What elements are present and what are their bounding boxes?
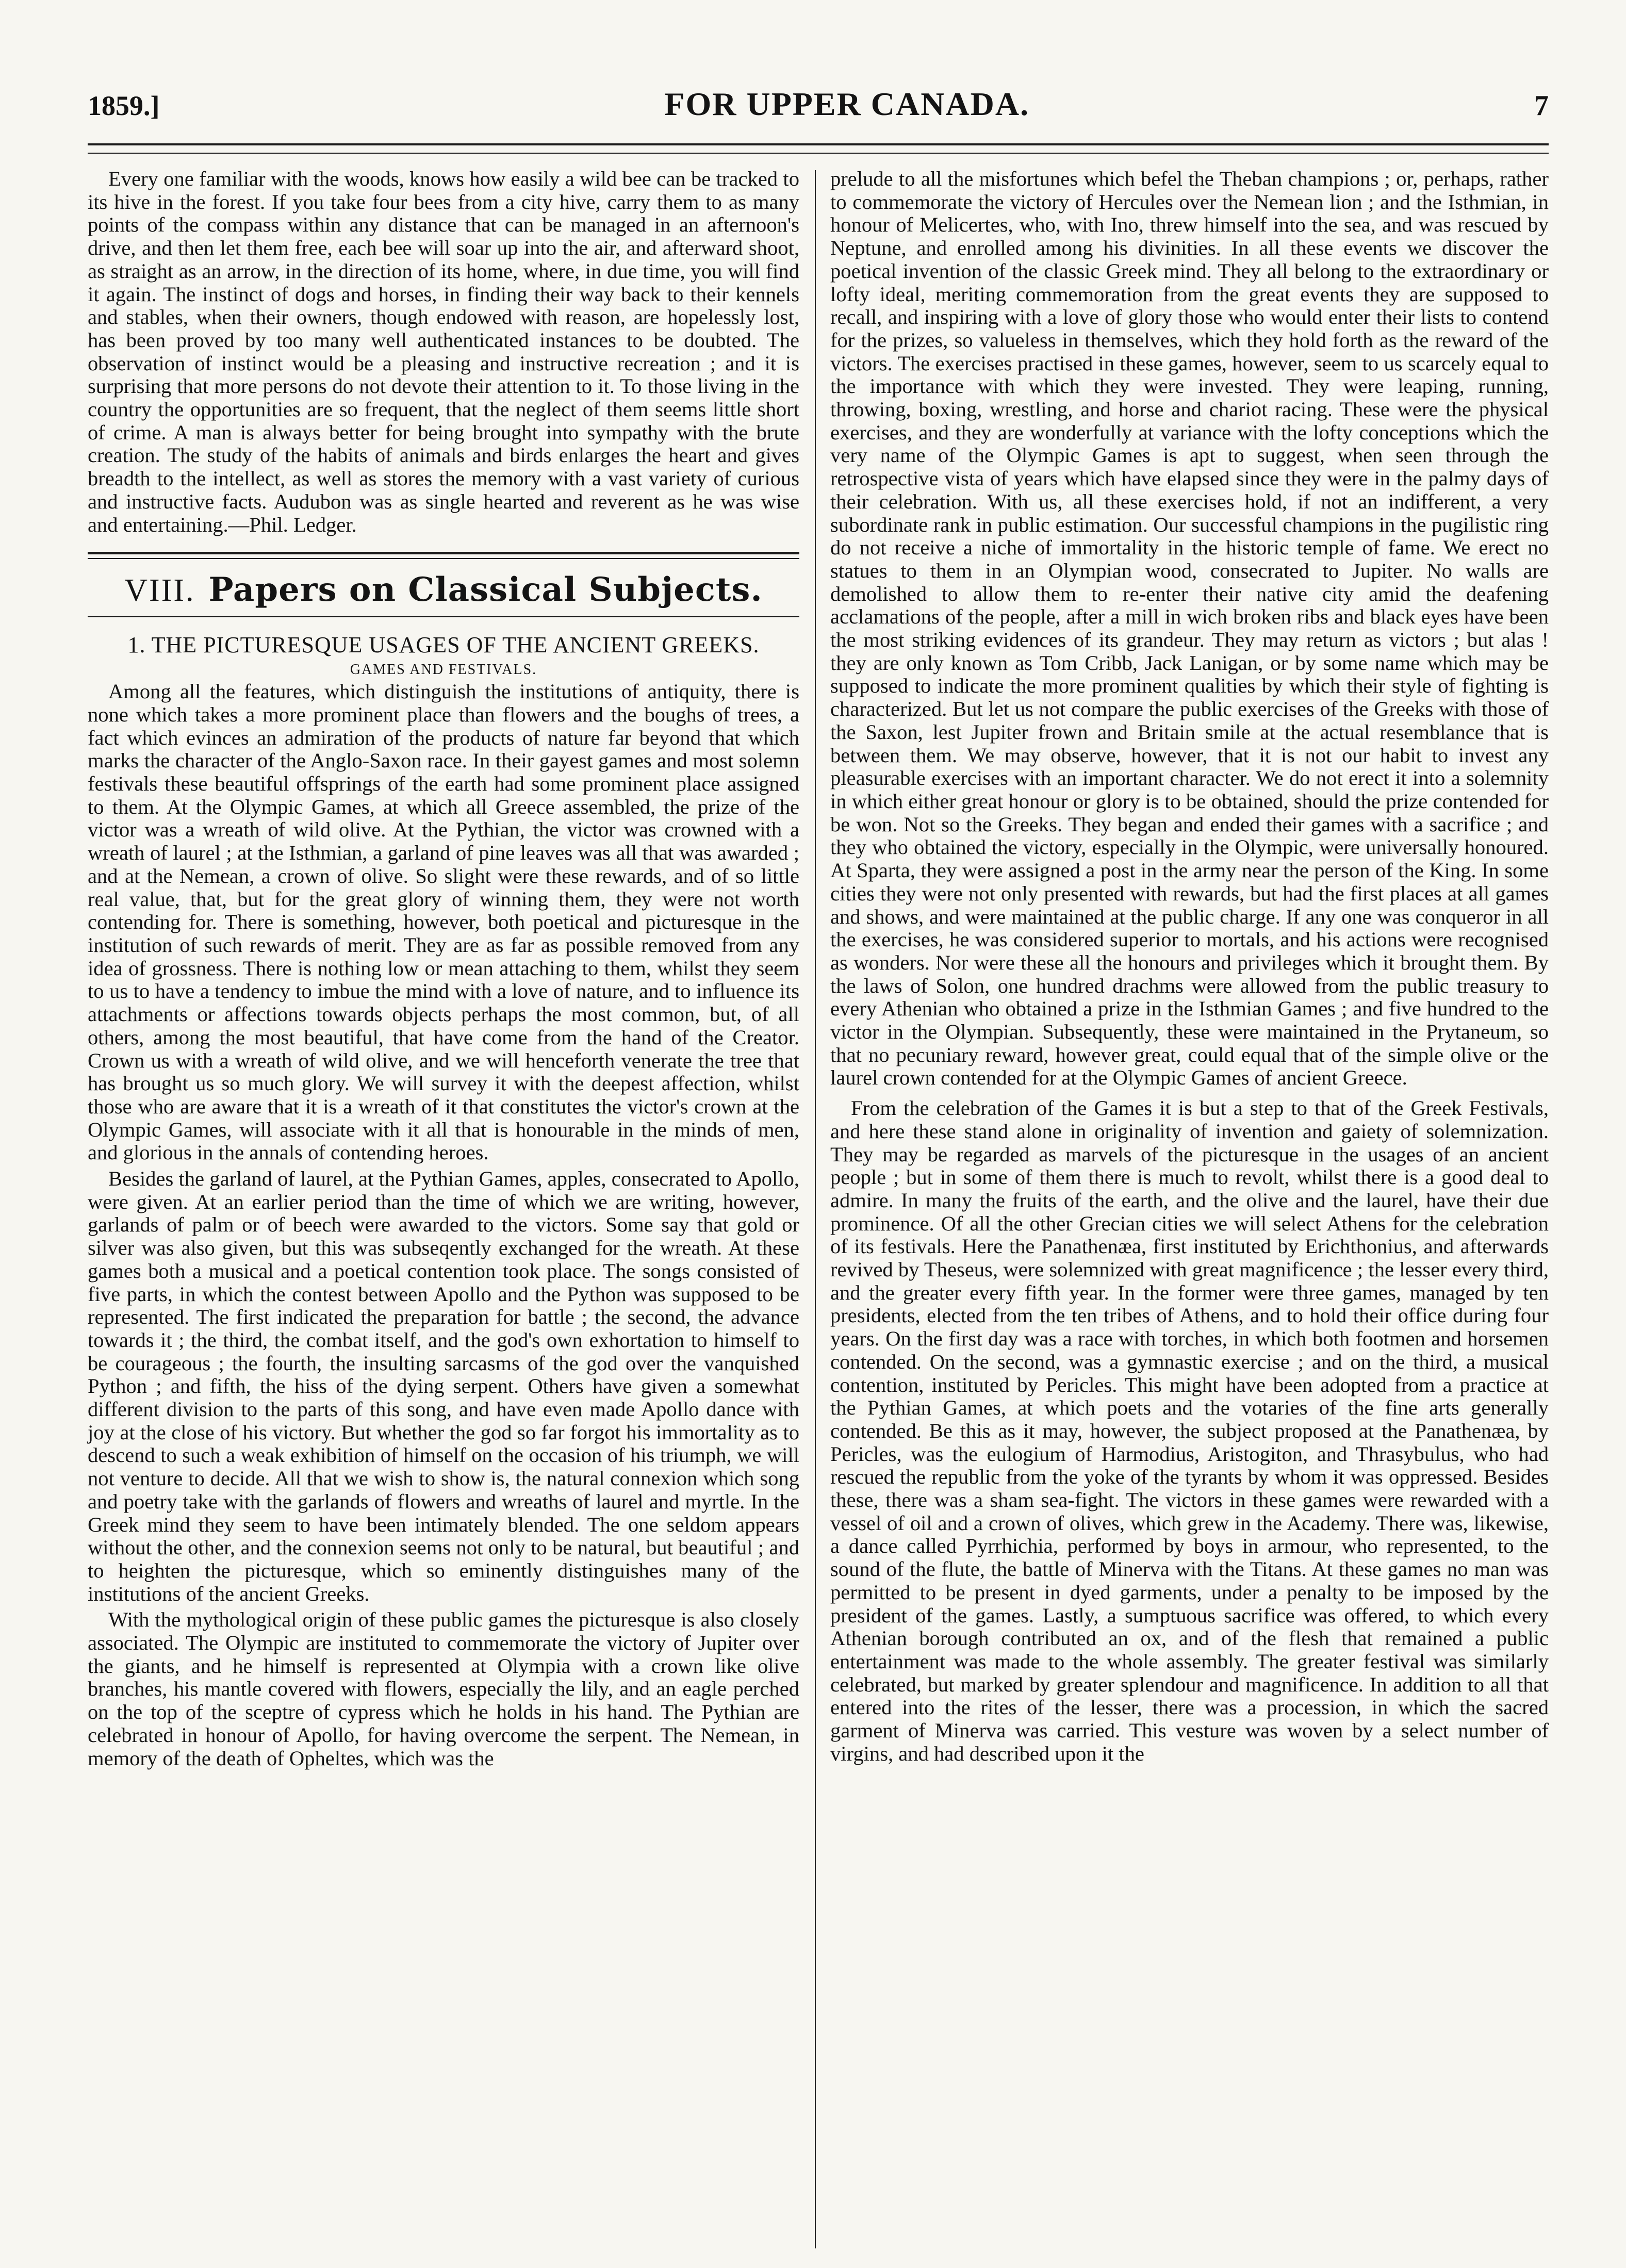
body-paragraph: prelude to all the misfortunes which befel the Theban champions ; or, perhaps, rather to commemorate the victory of Hercules over the Nemean lion ; and the Isthmian, in honour of Melicertes, who, with Ino, threw himself into the sea, and was rescued by Neptune, and enrolled among his divinities. In all these events we discover the poetical invention of the classic Greek mind. They all belong to the extraordinary or lofty ideal, meriting commemoration from the great events they are supposed to recall, and inspiring with a love of glory those who would enter their lists to contend for the prizes, so valueless in themselves, which they hold forth as the reward of the victors. The exercises practised in these games, however, seem to us scarcely equal to the importance with which they were invested. They were leaping, running, throwing, boxing, wrestling, and horse and chariot racing. These were the physical exercises, and they are wonderfully at variance with the lofty conceptions which the very name of the Olympic Games is apt to suggest, when seen through the retrospective vista of years which have elapsed since they were in the palmy days of their celebration. With us, all these exercises hold, if not an indifferent, a very subordinate rank in public estimation. Our successful champions in the pugilistic ring do not receive a niche of immortality in the historic temple of fame. We erect no statues to them in an Olympian wood, consecrated to Jupiter. No walls are demolished to allow them to re-enter their native city amid the deafening acclamations of the people, after a mill in wich broken ribs and black eyes have been the most striking evidences of its grandeur. They may return as victors ; but alas ! they are only known as Tom Cribb, Jack Lanigan, or by some name which may be supposed to indicate the more prominent qualities by which their style of fighting is characterized. But let us not compare the public exercises of the Greeks with those of the Saxon, lest Jupiter frown and Britain smile at the actual resemblance that is between them. We may observe, however, that it is not our habit to invest any pleasurable exercises with an important character. We do not erect it into a solemnity in which either great honour or glory is to be obtained, should the prize contended for be won. Not so the Greeks. They began and ended their games with a sacrifice ; and they who obtained the victory, especially in the Olympic, were universally honoured. At Sparta, they were assigned a post in the army near the person of the King. In some cities they were not only presented with rewards, but had the first places at all games and shows, and were maintained at the public charge. If any one was conqueror in all the exercises, he was considered superior to mortals, and his actions were recognised as wonders. Nor were these all the honours and privileges which it brought them. By the laws of Solon, one hundred drachms were allowed from the public treasury to every Athenian who obtained a prize in the Isthmian Games ; and five hundred to the victor in the Olympian. Subsequently, these were maintained in the Prytaneum, so that no pecuniary reward, however great, could equal that of the simple olive or the laurel crown contended for at the Olympic Games of ancient Greece. <box>830 167 1549 1090</box>
body-paragraph: Among all the features, which distinguish the institutions of antiquity, there is none which takes a more prominent place than flowers and the boughs of trees, a fact which evinces an admiration of the products of nature far beyond that which marks the character of the Anglo-Saxon race. In their gayest games and most solemn festivals these beautiful offsprings of the earth had some prominent place assigned to them. At the Olympic Games, at which all Greece assembled, the prize of the victor was a wreath of wild olive. At the Pythian, the victor was crowned with a wreath of laurel ; at the Isthmian, a garland of pine leaves was all that was awarded ; and at the Nemean, a crown of olive. So slight were these rewards, and of so little real value, that, but for the great glory of winning them, they were not worth contending for. There is something, however, both poetical and picturesque in the institution of such rewards of merit. They are as far as possible removed from any idea of grossness. There is nothing low or mean attaching to them, whilst they seem to us to have a tendency to imbue the mind with a love of nature, and to influence its attachments or affections towards objects perhaps the most common, but, of all others, among the most beautiful, that have come from the hand of the Creator. Crown us with a wreath of wild olive, and we will henceforth venerate the tree that has brought us so much glory. We will survey it with the deepest affection, whilst those who are aware that it is a wreath of it that constitutes the victor's crown at the Olympic Games, will associate with it all that is honourable in the minds of men, and glorious in the annals of contending heroes. <box>88 680 799 1164</box>
left-column <box>88 168 799 1770</box>
article-subhead: GAMES AND FESTIVALS. <box>350 662 537 678</box>
section-heading <box>88 570 799 609</box>
body-paragraph: Besides the garland of laurel, at the Pythian Games, apples, consecrated to Apollo, were given. At an earlier period than the time of which we are writing, however, garlands of palm or of beech were awarded to the victors. Some say that gold or silver was also given, but this was subseqently exchanged for the wreath. At these games both a musical and a poetical contention took place. The songs consisted of five parts, in which the contest between Apollo and the Python was supposed to be represented. The first indicated the preparation for battle ; the second, the advance towards it ; the third, the combat itself, and the god's own exhortation to himself to be courageous ; the fourth, the insulting sarcasms of the god over the vanquished Python ; and fifth, the hiss of the dying serpent. Others have given a somewhat different division to the parts of this song, and have even made Apollo dance with joy at the close of his victory. But whether the god so far forgot his immortality as to descend to such a weak exhibition of himself on the occasion of his triumph, we will not venture to decide. All that we wish to show is, the natural connexion which song and poetry take with the garlands of flowers and wreaths of laurel and myrtle. In the Greek mind they seem to have been intimately blended. The one seldom appears without the other, and the connexion seems not only to be natural, but beautiful ; and to heighten the picturesque, which so eminently distinguishes many of the institutions of the ancient Greeks. <box>88 1167 799 1605</box>
header-year: 1859.] <box>88 90 160 121</box>
body-paragraph: From the celebration of the Games it is but a step to that of the Greek Festivals, and here these stand alone in originality of invention and gaiety of solemnization. They may be regarded as marvels of the picturesque in the usages of an ancient people ; but in some of them there is much to revolt, whilst there is a good deal to admire. In many the fruits of the earth, and the olive and the laurel, have their due prominence. Of all the other Grecian cities we will select Athens for the celebration of its festivals. Here the Panathenæa, first instituted by Erichthonius, and afterwards revived by Theseus, were solemnized with great magnificence ; the lesser every third, and the greater every fifth year. In the former were three games, managed by ten presidents, elected from the ten tribes of Athens, and to hold their office during four years. On the first day was a race with torches, in which both footmen and horsemen contended. On the second, was a gymnastic exercise ; and on the third, a musical contention, instituted by Pericles. This might have been adopted from a practice at the Pythian Games, at which poets and the votaries of the fine arts generally contended. Be this as it may, however, the subject proposed at the Panathenæa, by Pericles, was the eulogium of Harmodius, Aristogiton, and Thrasybulus, who had rescued the republic from the yoke of the tyrants by whom it was oppressed. Besides these, there was a sham sea-fight. The victors in these games were rewarded with a vessel of oil and a crown of olives, which grew in the Academy. There was, likewise, a dance called Pyrrhichia, performed by boys in armour, who represented, to the sound of the flute, the battle of Minerva with the Titans. At these games no man was permitted to be present in dyed garments, under a penalty to be imposed by the president of the games. Lastly, a sumptuous sacrifice was offered, to which every Athenian borough contributed an ox, and of the flesh that remained a public entertainment was made to the whole assembly. The greater festival was similarly celebrated, but marked by greater splendour and magnificence. In addition to all that entered into the rites of the lesser, there was a procession, in which the sacred garment of Minerva was carried. This vesture was woven by a select number of virgins, and had described upon it the <box>830 1096 1549 1765</box>
page-number: 7 <box>1534 90 1549 122</box>
running-head <box>88 85 1549 142</box>
section-number: VIII. <box>124 573 195 609</box>
column-divider <box>815 170 816 2248</box>
body-paragraph: With the mythological origin of these public games the picturesque is also closely associated. The Olympic are instituted to commemorate the victory of Jupiter over the giants, and he himself is represented at Olympia with a crown like olive branches, his mantle covered with flowers, especially the lily, and an eagle perched on the top of the sceptre of cypress which he holds in his hand. The Pythian are celebrated in honour of Apollo, for having overcome the serpent. The Nemean, in memory of the death of Opheltes, which was the <box>88 1608 799 1770</box>
header-title: FOR UPPER CANADA. <box>664 86 1030 122</box>
section-rule-bottom <box>88 616 799 617</box>
section-rule <box>88 552 799 559</box>
right-column <box>830 168 1549 1766</box>
section-title: Papers on Classical Subjects. <box>208 570 763 610</box>
article-title: 1. THE PICTURESQUE USAGES OF THE ANCIENT GREEKS. <box>127 632 760 658</box>
intro-paragraph: Every one familiar with the woods, knows how easily a wild bee can be tracked to its hive in the forest. If you take four bees from a city hive, carry them to as many points of the compass within any distance that can be managed in an afternoon's drive, and then let them free, each bee will soar up into the air, and afterward shoot, as straight as an arrow, in the direction of its home, where, in due time, you will find it again. The instinct of dogs and horses, in finding their way back to their kennels and stables, when their owners, though endowed with reason, are hopelessly lost, has been proved by too many well authenticated instances to be doubted. The observation of instinct would be a pleasing and instructive recreation ; and it is surprising that more persons do not devote their attention to it. To those living in the country the opportunities are so frequent, that the neglect of them seems little short of crime. A man is always better for being brought into sympathy with the brute creation. The study of the habits of animals and birds enlarges the heart and gives breadth to the intellect, as well as stores the memory with a vast variety of curious and instructive facts. Audubon was as single hearted and reverent as he was wise and entertaining.—Phil. Ledger. <box>88 167 799 536</box>
header-rule <box>88 143 1549 154</box>
